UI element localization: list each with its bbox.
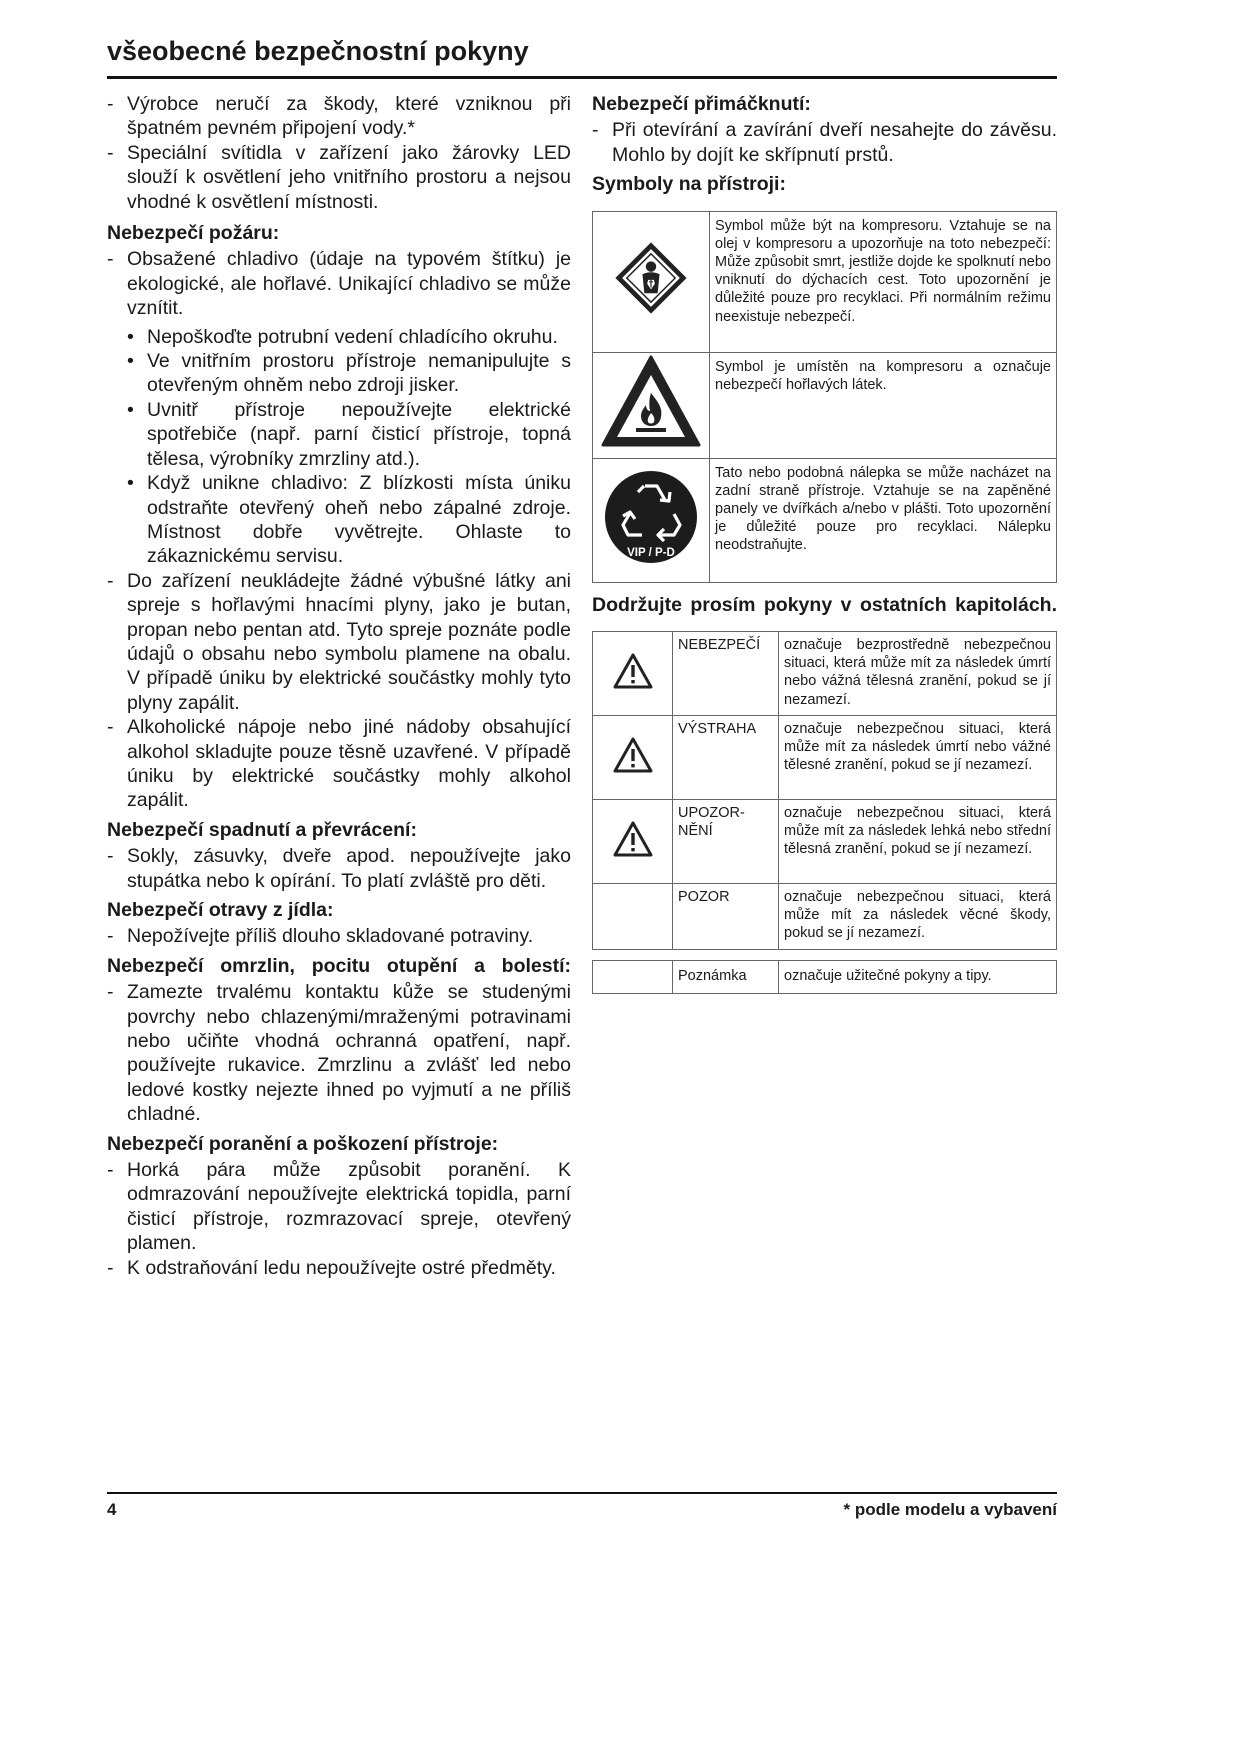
- left-column: [107, 92, 571, 1280]
- table-cell: označuje nebezpečnou situaci, která může mít za následek úmrtí nebo vážné tělesné zranění, pokud se jí nezamezí.: [779, 716, 1057, 800]
- table-cell: [593, 632, 673, 716]
- table-cell: [593, 716, 673, 800]
- frost-heading: Nebezpečí omrzlin, pocitu otupění a bolestí:: [107, 954, 571, 977]
- injury-heading: Nebezpečí poranění a poškození přístroje:: [107, 1132, 499, 1155]
- signal-words-table: [592, 631, 1057, 950]
- table-cell: NEBEZPEČÍ: [673, 632, 779, 716]
- table-cell: označuje nebezpečnou situaci, která může mít za následek věcné škody, pokud se jí nezamezí.: [779, 884, 1057, 950]
- page-number: 4: [107, 1500, 117, 1519]
- table-cell: označuje užitečné pokyny a tipy.: [779, 961, 1057, 994]
- recycling-vip-icon: [602, 468, 700, 566]
- list-item: - Výrobce neručí za škody, které vzniknou při špatném pevném připojení vody.*: [107, 93, 571, 140]
- table-cell: označuje bezprostředně nebezpečnou situaci, která může mít za následek úmrtí nebo vážná tělesná zranění, pokud se jí nezamezí.: [779, 632, 1057, 716]
- table-row: [593, 211, 1057, 352]
- list-item: - Zamezte trvalému kontaktu kůže se studenými povrchy nebo chlazenými/mraženými potravinami nebo učiňte vhodná ochranná opatření, např. používejte rukavice. Zmrzlinu a zvlášť led nebo ledové kostky nejezte ihned po vyjmutí a ne příliš chladné.: [107, 981, 571, 1126]
- symbols-heading: Symboly na přístroji:: [592, 173, 786, 196]
- table-cell: označuje nebezpečnou situaci, která může mít za následek lehká nebo střední tělesná zranění, pokud se jí nezamezí.: [779, 800, 1057, 884]
- table-cell: [593, 884, 673, 950]
- table-row: [593, 632, 1057, 716]
- bullet-item: • Uvnitř přístroje nepoužívejte elektrické spotřebiče (např. parní čisticí přístroje, topná tělesa, výrobníky zmrzliny atd.).: [127, 398, 571, 470]
- food-heading: Nebezpečí otravy z jídla:: [107, 899, 334, 921]
- table-cell: UPOZOR- NĚNÍ: [673, 800, 779, 884]
- list-item: - Do zařízení neukládejte žádné výbušné látky ani spreje s hořlavými hnacími plyny, jako je butan, propan nebo pentan atd. Tyto spreje poznáte podle údajů o obsahu nebo symbolu plamene na obalu. V případě úniku by elektrické součástky mohly tyto plyny zapálit.: [107, 569, 571, 714]
- table-row: [593, 884, 1057, 950]
- chapters-heading: Dodržujte prosím pokyny v ostatních kapitolách.: [592, 593, 1057, 616]
- list-item: - K odstraňování ledu nepoužívejte ostré předměty.: [107, 1256, 556, 1279]
- fire-heading: Nebezpečí požáru:: [107, 222, 280, 245]
- right-column: [592, 92, 1057, 994]
- table-row: [593, 716, 1057, 800]
- table-row: [593, 458, 1057, 582]
- flammable-warning-icon: [599, 353, 703, 451]
- warning-triangle-icon: [613, 653, 653, 689]
- list-item: - Sokly, zásuvky, dveře apod. nepoužívejte jako stupátka nebo k opírání. To platí zvláště pro děti.: [107, 845, 571, 892]
- table-cell: VÝSTRAHA: [673, 716, 779, 800]
- table-row: [593, 961, 1057, 994]
- tip-heading: Nebezpečí spadnutí a převrácení:: [107, 818, 417, 841]
- list-item: - Při otevírání a zavírání dveří nesahejte do závěsu. Mohlo by dojít ke skřípnutí prstů.: [592, 119, 1057, 166]
- table-cell: [593, 211, 710, 352]
- list-item: - Horká pára může způsobit poranění. K odmrazování nepoužívejte elektrická topidla, parní čisticí přístroje, rozmrazovací spreje, otevřený plamen.: [107, 1159, 571, 1255]
- vip-badge-label: VIP / P-D: [627, 546, 675, 559]
- table-cell: [593, 961, 673, 994]
- list-item: - Speciální svítidla v zařízení jako žárovky LED slouží k osvětlení jeho vnitřního prostoru a nejsou vhodné k osvětlení místnosti.: [107, 141, 571, 213]
- list-item: - Obsažené chladivo (údaje na typovém štítku) je ekologické, ale hořlavé. Unikající chladivo se může vznítit.: [107, 248, 571, 320]
- warning-triangle-icon: [613, 737, 653, 773]
- footer-note: * podle modelu a vybavení: [843, 1500, 1057, 1519]
- bullet-item: • Když unikne chladivo: Z blízkosti místa úniku odstraňte otevřený oheň nebo zápalné zdroje. Místnost dobře vyvětrejte. Ohlaste to zákaznickému servisu.: [127, 472, 571, 568]
- table-row: [593, 352, 1057, 458]
- list-item: - Alkoholické nápoje nebo jiné nádoby obsahující alkohol skladujte pouze těsně uzavřené. V případě úniku by elektrické součástky mohly alkohol zapálit.: [107, 716, 571, 812]
- table-cell: Tato nebo podobná nálepka se může nacházet na zadní straně přístroje. Vztahuje se na zapěněné panely ve dvířkách a/nebo v plášti. Toto upozornění je důležité pouze pro recyklaci. Nálepku neodstraňujte.: [710, 458, 1057, 582]
- table-cell: Symbol může být na kompresoru. Vztahuje se na olej v kompresoru a upozorňuje na toto nebezpečí: Může způsobit smrt, jestliže dojde ke spolknutí nebo vniknutí do dýchacích cest. Toto upozornění je důležité pouze pro recyklaci. Při normálním režimu neexistuje nebezpečí.: [710, 211, 1057, 352]
- table-cell: [593, 352, 710, 458]
- table-cell: Poznámka: [673, 961, 779, 994]
- list-item: - Nepožívejte příliš dlouho skladované potraviny.: [107, 925, 534, 948]
- table-cell: Symbol je umístěn na kompresoru a označuje nebezpečí hořlavých látek.: [710, 352, 1057, 458]
- page-title: všeobecné bezpečnostní pokyny: [107, 36, 529, 66]
- table-cell: [593, 800, 673, 884]
- bullet-item: • Ve vnitřním prostoru přístroje nemanipulujte s otevřeným ohněm nebo zdroji jisker.: [127, 350, 571, 397]
- title-rule: [107, 76, 1057, 79]
- bullet-item: • Nepoškoďte potrubní vedení chladícího okruhu.: [127, 325, 558, 348]
- table-row: [593, 800, 1057, 884]
- warning-triangle-icon: [613, 821, 653, 857]
- note-table: [592, 960, 1057, 994]
- footer-rule: [107, 1492, 1057, 1494]
- table-cell: [593, 458, 710, 582]
- pinch-heading: Nebezpečí přimáčknutí:: [592, 93, 811, 115]
- health-hazard-icon: [613, 240, 689, 316]
- table-cell: POZOR: [673, 884, 779, 950]
- symbols-table: [592, 211, 1057, 583]
